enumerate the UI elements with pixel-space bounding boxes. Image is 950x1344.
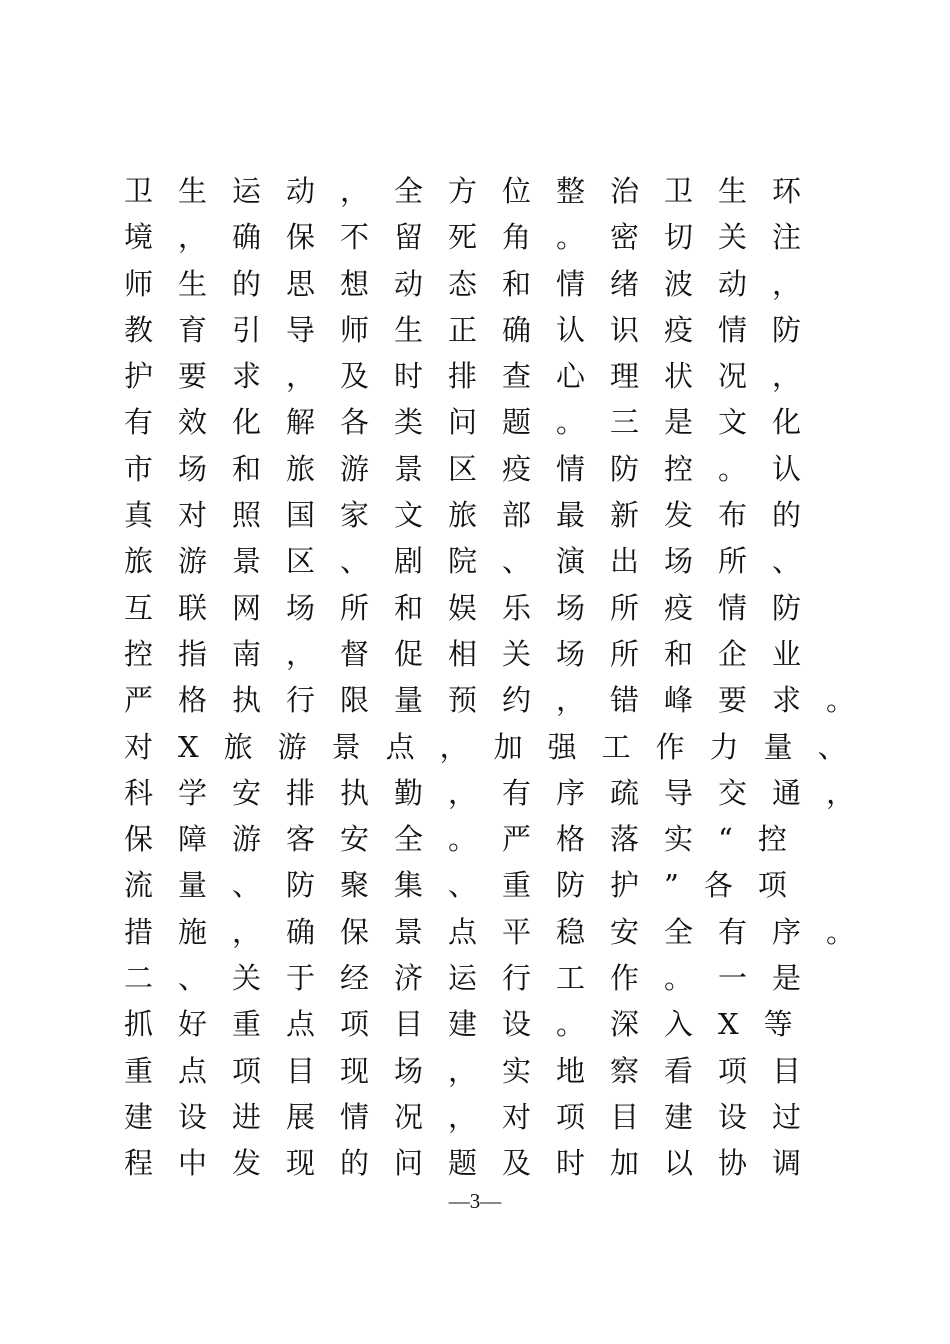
text-line-6: 有效化解各类问题。三是文化 [124, 405, 827, 440]
text-line-8: 真对照国家文旅部最新发布的 [124, 498, 827, 533]
text-line-7: 市场和旅游景区疫情防控。认 [124, 451, 827, 486]
text-line-10: 互联网场所和娱乐场所疫情防 [124, 590, 827, 625]
text-line-13: 对X旅游景点，加强工作力量、 [124, 729, 872, 764]
text-line-11: 控指南，督促相关场所和企业 [124, 636, 827, 671]
text-line-14: 科学安排执勤，有序疏导交通， [124, 775, 881, 810]
text-line-3: 师生的思想动态和情绪波动， [124, 266, 827, 301]
text-line-9: 旅游景区、剧院、演出场所、 [124, 544, 827, 579]
text-line-5: 护要求，及时排查心理状况， [124, 359, 827, 394]
text-line-16: 流量、防聚集、重防护”各项 [124, 868, 812, 903]
text-line-15: 保障游客安全。严格落实“控 [124, 822, 812, 857]
text-line-21: 建设进展情况，对项目建设过 [124, 1099, 827, 1134]
body-text [124, 168, 881, 1187]
page-number: —3— [448, 1189, 502, 1213]
text-line-22: 程中发现的问题及时加以协调 [124, 1146, 827, 1181]
text-line-20: 重点项目现场，实地察看项目 [124, 1053, 827, 1088]
text-line-2: 境，确保不留死角。密切关注 [124, 220, 827, 255]
text-line-12: 严格执行限量预约，错峰要求。 [124, 683, 881, 718]
text-line-4: 教育引导师生正确认识疫情防 [124, 312, 827, 347]
text-line-19: 抓好重点项目建设。深入X等 [124, 1007, 818, 1042]
text-line-17: 措施，确保景点平稳安全有序。 [124, 914, 881, 949]
text-line-18: 二、关于经济运行工作。一是 [124, 961, 827, 996]
text-line-1: 卫生运动，全方位整治卫生环 [124, 174, 827, 208]
